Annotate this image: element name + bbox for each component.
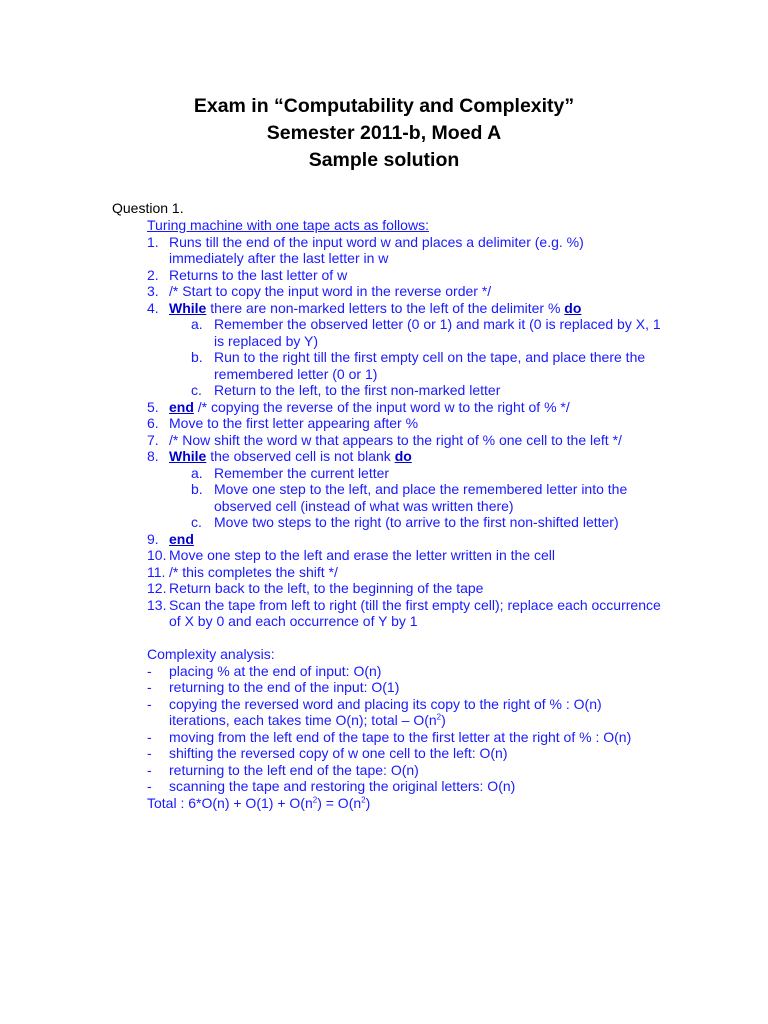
complexity-item-cont: iterations, each takes time O(n); total – $O(n^2)$: [169, 712, 446, 728]
step-7: 7. /* Now shift the word w that appears to the right of % one cell to the left */: [147, 431, 622, 448]
step-11: 11. /* this completes the shift */: [147, 563, 338, 580]
step-4a-cont: is replaced by Y): [214, 332, 319, 349]
solution-body: [147, 217, 747, 811]
complexity-item: - returning to the end of the input: O(1): [147, 679, 400, 695]
title-line-3: Sample solution: [308, 149, 460, 171]
title-line-1: Exam in “Computability and Complexity”: [193, 95, 575, 117]
complexity-item: - moving from the left end of the tape to the first letter at the right of % : O(n): [147, 728, 632, 745]
step-4: 4. While there are non-marked letters to the left of the delimiter % do: [147, 299, 582, 316]
step-8b: b. Move one step to the left, and place the remembered letter into the: [191, 481, 628, 497]
document-title: [0, 93, 768, 174]
step-9: 9. end: [147, 530, 194, 547]
intro-text: Turing machine with one tape acts as follows:: [147, 217, 429, 233]
keyword-do: do: [564, 299, 582, 316]
step-1-cont: immediately after the last letter in w: [169, 250, 389, 266]
complexity-heading: Complexity analysis:: [147, 646, 275, 662]
title-line-2: Semester 2011-b, Moed A: [266, 122, 502, 144]
complexity-item: - placing % at the end of input: O(n): [147, 662, 382, 679]
step-8b-cont: observed cell (instead of what was written there): [214, 497, 514, 514]
step-4a: a. Remember the observed letter (0 or 1) and mark it (0 is replaced by X, 1: [191, 316, 661, 332]
step-13-cont: of X by 0 and each occurrence of Y by 1: [169, 613, 418, 629]
step-4c: c. Return to the left, to the first non-marked letter: [191, 382, 501, 398]
step-6: 6. Move to the first letter appearing after %: [147, 415, 419, 431]
keyword-end: end: [169, 530, 194, 547]
keyword-while: While: [169, 299, 207, 316]
complexity-total: Total : $6*O(n) + O(1) + O(n^2) = O(n^2)$: [147, 794, 371, 811]
step-5: 5. end /* copying the reverse of the input word w to the right of % */: [147, 398, 570, 415]
complexity-item: - shifting the reversed copy of w one cell to the left: O(n): [147, 745, 508, 761]
step-8a: a. Remember the current letter: [191, 464, 390, 481]
keyword-while: While: [169, 448, 207, 464]
step-4b: b. Run to the right till the first empty cell on the tape, and place there the: [191, 349, 646, 365]
step-10: 10. Move one step to the left and erase the letter written in the cell: [147, 547, 555, 563]
step-8c: c. Move two steps to the right (to arrive to the first non-shifted letter): [191, 514, 619, 530]
complexity-item: - scanning the tape and restoring the original letters: O(n): [147, 778, 516, 794]
step-4b-cont: remembered letter (0 or 1): [214, 365, 378, 382]
step-3: 3. /* Start to copy the input word in the reverse order */: [147, 283, 492, 299]
step-2: 2. Returns to the last letter of w: [147, 266, 348, 283]
step-1: 1. Runs till the end of the input word w and places a delimiter (e.g. %): [147, 233, 584, 250]
keyword-do: do: [394, 448, 412, 464]
complexity-item: - copying the reversed word and placing its copy to the right of % : O(n): [147, 695, 602, 712]
step-13: 13. Scan the tape from left to right (till the first empty cell); replace each occurrence: [147, 596, 661, 613]
keyword-end: end: [169, 398, 194, 415]
complexity-item: - returning to the left end of the tape: O(n): [147, 761, 419, 778]
question-label: Question 1.: [112, 200, 184, 216]
step-12: 12. Return back to the left, to the beginning of the tape: [147, 580, 484, 596]
step-8: 8. While the observed cell is not blank do: [147, 448, 412, 464]
